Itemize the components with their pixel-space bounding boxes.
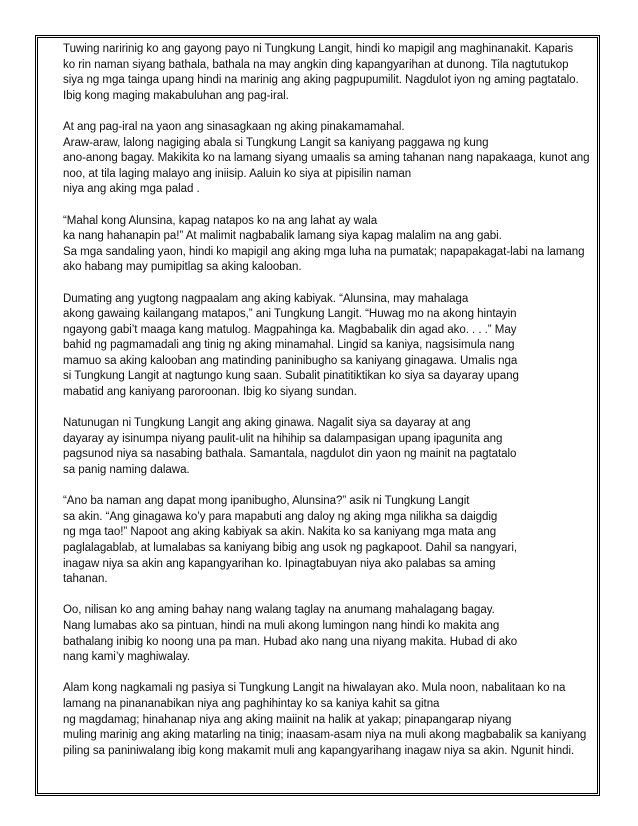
text-line: paglalagablab, at lumalabas sa kaniyang bibig ang usok ng pagkapoot. Dahil sa nangyari, [63,542,517,554]
paragraph-1 [63,42,583,104]
paragraph-3 [63,214,583,276]
text-line: Araw-araw, lalong nagiging abala si Tungkung Langit sa kaniyang paggawa ng kung [63,136,489,149]
text-line: muling marinig ang aking matarling na tinig; inaasam-asam niya na muli akong magbabalik sa kaniyang [63,729,587,742]
text-line: ako habang may pumipitlag sa aking kalooban. [63,261,302,274]
paragraph-2 [63,120,590,198]
text-line: inagaw niya sa akin ang kapangyarihan ko. Ipinagtabuyan niya ako palabas sa aming [63,557,496,570]
text-line: nang kami’y maghiwalay. [63,651,190,664]
paragraph-8 [63,681,587,759]
text-line: si Tungkung Langit at nagtungo kung saan. Subalit pinatitiktikan ko siya sa dayaray upang [63,370,519,383]
paragraph-5 [63,416,583,478]
text-line: Nang lumabas ako sa pintuan, hindi na muli akong lumingon nang hindi ko makita ang [63,619,500,632]
story-text [63,42,590,775]
text-line: Natunugan ni Tungkung Langit ang aking ginawa. Nagalit siya sa dayaray at ang [63,417,471,430]
text-line: ngayong gabi’t maaga kang matulog. Magpahinga ka. Magbabalik din agad ako. . . .” May [63,323,517,336]
text-line: sa panig naming dalawa. [63,464,190,477]
text-line: ano-anong bagay. Makikita ko na lamang siyang umaalis sa aming tahanan nang napakaaga, kunot ang [63,152,590,165]
text-line: noo, at tila laging malayo ang iniisip. Aaluin ko siya at pipisilin naman [63,167,412,180]
text-line: ng mga tao!” Napoot ang aking kabiyak sa akin. Nakita ko sa kaniyang mga mata ang [63,526,497,539]
text-line: dayaray ay isinumpa niyang paulit-ulit na hihihip sa dalampasigan upang ipagunita ang [63,432,503,445]
text-line: bathalang inibig ko noong una pa man. Hubad ako nang una niyang makita. Hubad di ako [63,635,518,648]
text-line: ng magdamag; hinahanap niya ang aking maiinit na halik at yakap; pinapangarap niyang [63,713,512,726]
text-line: Oo, nilisan ko ang aming bahay nang walang taglay na anumang mahalagang bagay. [63,604,495,617]
text-line: tahanan. [63,573,108,586]
text-line: akong gawaing kailangang matapos,” ani Tungkung Langit. “Huwag mo na akong hintayin [63,308,517,321]
text-line: “Ano ba naman ang dapat mong ipanibugho, Alunsina?” asik ni Tungkung Langit [63,495,470,508]
text-line: Sa mga sandaling yaon, hindi ko mapigil ang aking mga luha na pumatak; napapakagat-labi na lamang [63,245,585,258]
text-line: lamang na pinananabikan niya ang paghihintay ko sa kaniya kahit sa gitna [63,697,440,710]
paragraph-4 [63,292,583,401]
text-line: bahid ng pagmamadali ang tinig ng aking minamahal. Lingid sa kaniya, nagsisimula nang [63,339,515,352]
text-line: sa akin. “Ang ginagawa ko’y para mapabuti ang daloy ng aking mga nilikha sa daigdig [63,510,498,523]
text-line: pagsunod niya sa nasabing bathala. Samantala, nagdulot din yaon ng mainit na pagtatalo [63,448,517,461]
text-line: piling sa paniniwalang ibig kong makamit muli ang kapangyarihang inagaw niya sa akin. Ngunit hindi. [63,744,575,757]
page-border-frame [35,35,600,796]
text-line: ka nang hahanapin pa!” At malimit nagbabalik lamang siya kapag malalim na ang gabi. [63,230,502,243]
text-line: Dumating ang yugtong nagpaalam ang aking kabiyak. “Alunsina, may mahalaga [63,292,469,305]
text-line: mabatid ang kaniyang paroroonan. Ibig ko siyang sundan. [63,386,357,399]
text-line: niya ang aking mga palad . [63,183,200,196]
text-line: Ibig kong maging makabuluhan ang pag-iral. [63,89,289,102]
paragraph-6 [63,494,583,588]
text-line: Alam kong nagkamali ng pasiya si Tungkung Langit na hiwalayan ako. Mula noon, nabalitaan ko na [63,682,566,695]
text-line: siya ng mga tainga upang hindi na marinig ang aking pagpupumilit. Nagdulot iyon ng aming pagtatalo. [63,74,579,87]
text-line: At ang pag-iral na yaon ang sinasagkaan ng aking pinakamamahal. [63,120,405,133]
text-line: ko rin naman siyang bathala, bathala na may angkin ding kapangyarihan at dunong. Tila nagtutukop [63,58,569,71]
paragraph-7 [63,603,583,665]
text-line: Tuwing naririnig ko ang gayong payo ni Tungkung Langit, hindi ko mapigil ang maghinanakit. Kaparis [63,43,574,55]
text-line: “Mahal kong Alunsina, kapag natapos ko na ang lahat ay wala [63,214,378,227]
text-line: mamuo sa aking kalooban ang matinding paninibugho sa kaniyang ginagawa. Umalis nga [63,354,518,367]
